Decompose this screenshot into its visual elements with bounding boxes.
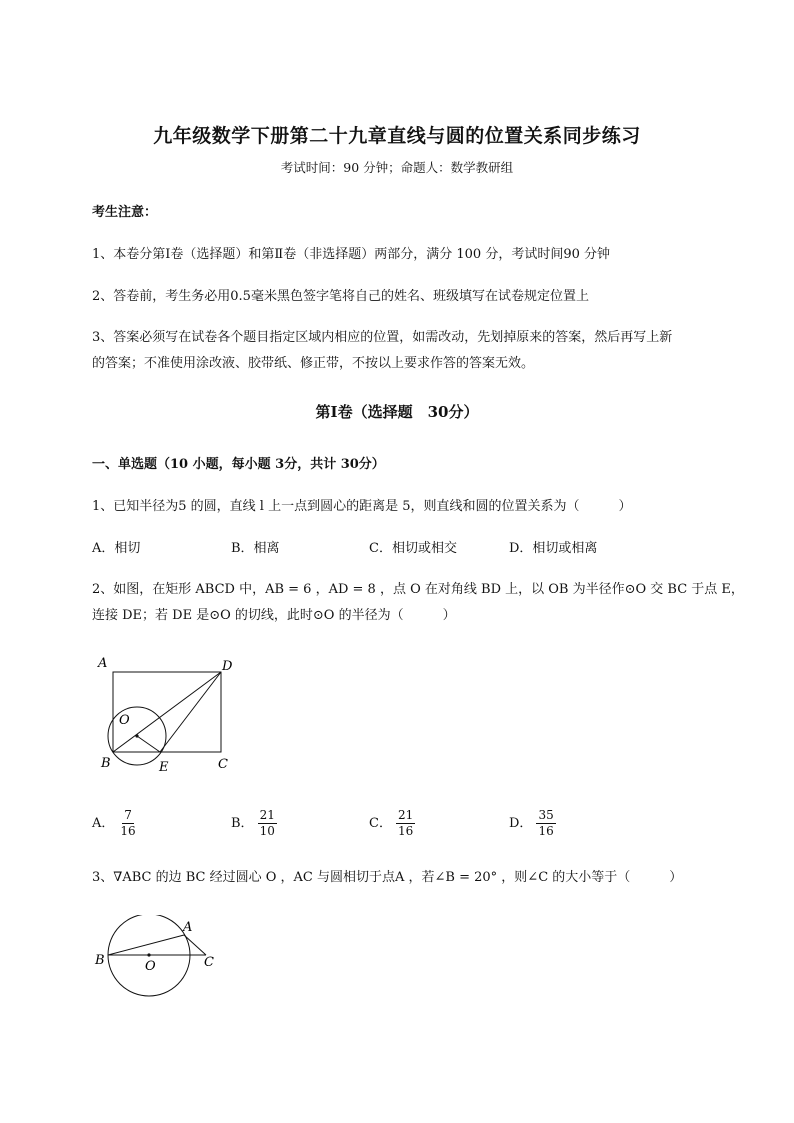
q2-option-c[interactable]: C． $\frac{21}{16}$	[369, 808, 414, 838]
center-point-o	[135, 734, 138, 737]
q2-option-a[interactable]: A． $\frac{7}{16}$	[92, 808, 136, 838]
notice-item-3-line-1: 3、答案必须写在试卷各个题目指定区域内相应的位置，如需改动，先划掉原来的答案，然后再写上新	[92, 330, 673, 345]
exam-info: 考试时间：90 分钟；命题人：数学教研组	[280, 160, 514, 175]
label-c: C	[218, 757, 228, 772]
q2-figure	[88, 650, 248, 780]
label-a: A	[183, 920, 193, 935]
question-2-line-2: 连接 DE；若 DE 是⊙O 的切线，此时⊙O 的半径为（ ）	[92, 608, 456, 623]
q3-figure	[90, 915, 230, 1005]
label-d: D	[222, 659, 233, 674]
segment-ac	[184, 935, 206, 955]
notice-heading: 考生注意：	[92, 205, 158, 220]
diagonal-bd	[113, 672, 221, 752]
label-b: B	[95, 953, 105, 968]
question-3-text: 3、∇ABC 的边 BC 经过圆心 O ，AC 与圆相切于点A ，若∠B = 20° ，则∠C 的大小等于（ ）	[92, 870, 683, 885]
segment-de	[160, 672, 221, 752]
part-heading: 一、单选题（10 小题，每小题 3分，共计 30分）	[92, 457, 385, 472]
section-title: 第Ⅰ卷（选择题 30分）	[315, 403, 479, 421]
question-2-line-1: 2、如图，在矩形 ABCD 中，AB = 6 ，AD = 8 ，点 O 在对角线 BD 上，以 OB 为半径作⊙O 交 BC 于点 E，	[92, 582, 744, 597]
notice-item-1: 1、本卷分第Ⅰ卷（选择题）和第Ⅱ卷（非选择题）两部分，满分 100 分，考试时间90 分钟	[92, 247, 610, 262]
center-point-o	[147, 953, 150, 956]
segment-oe	[137, 736, 160, 752]
q1-option-c[interactable]: C．相切或相交	[369, 541, 457, 556]
segment-ba	[108, 935, 184, 955]
label-e: E	[159, 760, 169, 775]
label-o: O	[119, 713, 130, 728]
label-b: B	[101, 756, 111, 771]
q1-option-a[interactable]: A．相切	[92, 541, 141, 556]
page-title: 九年级数学下册第二十九章直线与圆的位置关系同步练习	[153, 125, 641, 147]
q1-option-b[interactable]: B．相离	[231, 541, 280, 556]
label-c: C	[204, 955, 214, 970]
q2-option-d[interactable]: D． $\frac{35}{16}$	[509, 808, 554, 838]
q1-option-d[interactable]: D．相切或相离	[509, 541, 598, 556]
notice-item-2: 2、答卷前，考生务必用0.5毫米黑色签字笔将自己的姓名、班级填写在试卷规定位置上	[92, 289, 589, 304]
label-o: O	[145, 959, 156, 974]
q2-option-b[interactable]: B． $\frac{21}{10}$	[231, 808, 275, 838]
notice-item-3-line-2: 的答案；不准使用涂改液、胶带纸、修正带，不按以上要求作答的答案无效。	[92, 356, 535, 371]
question-1-text: 1、已知半径为5 的圆，直线 l 上一点到圆心的距离是 5，则直线和圆的位置关系为（ ）	[92, 499, 632, 514]
label-a: A	[98, 656, 108, 671]
